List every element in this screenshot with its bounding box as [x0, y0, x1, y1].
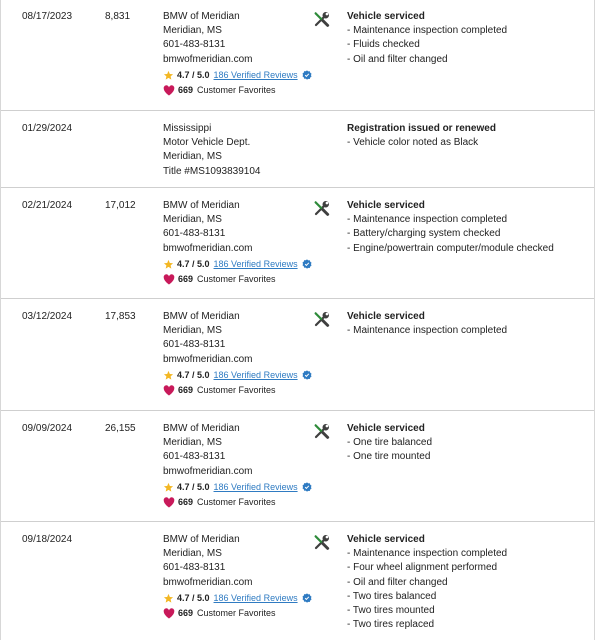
favorites-label: Customer Favorites: [197, 385, 276, 396]
source-website[interactable]: bmwofmeridian.com: [163, 53, 253, 65]
detail-item: - Fluids checked: [347, 39, 420, 51]
customer-favorites: [163, 606, 312, 621]
favorites-count: 669: [178, 274, 194, 285]
verified-badge-icon: [302, 593, 312, 603]
dealer-rating: [163, 480, 312, 495]
source-location: Meridian, MS: [163, 437, 222, 449]
verified-badge-icon: [302, 370, 312, 380]
record-source: [163, 422, 312, 510]
verified-badge-icon: [302, 70, 312, 80]
source-location: Meridian, MS: [163, 151, 222, 163]
record-title: Vehicle serviced: [347, 11, 425, 22]
dealer-rating: [163, 368, 312, 383]
wrench-screwdriver-icon: [313, 10, 331, 28]
source-agency: Motor Vehicle Dept.: [163, 137, 251, 149]
verified-reviews-link[interactable]: 186 Verified Reviews: [213, 482, 298, 493]
favorites-count: 669: [178, 385, 194, 396]
source-website[interactable]: bmwofmeridian.com: [163, 465, 253, 477]
source-phone[interactable]: 601-483-8131: [163, 39, 226, 51]
detail-item: - Two tires replaced: [347, 619, 435, 631]
favorites-label: Customer Favorites: [197, 85, 276, 96]
history-record: [1, 522, 594, 640]
history-record: [1, 411, 594, 522]
source-phone[interactable]: 601-483-8131: [163, 228, 226, 240]
history-record: [1, 111, 594, 188]
record-date: 01/29/2024: [22, 123, 73, 134]
record-date: 02/21/2024: [22, 200, 73, 211]
source-website[interactable]: bmwofmeridian.com: [163, 242, 253, 254]
title-number: Title #MS1093839104: [163, 165, 261, 177]
customer-favorites: [163, 383, 312, 398]
record-mileage: 17,853: [105, 311, 136, 322]
record-details: [347, 122, 496, 150]
favorites-count: 669: [178, 497, 194, 508]
detail-item: - Maintenance inspection completed: [347, 214, 508, 226]
star-icon: [163, 70, 174, 81]
customer-favorites: [163, 495, 312, 510]
heart-icon: [163, 608, 175, 619]
wrench-screwdriver-icon: [313, 422, 331, 440]
record-title: Registration issued or renewed: [347, 123, 496, 134]
wrench-screwdriver-icon: [313, 310, 331, 328]
source-website[interactable]: bmwofmeridian.com: [163, 353, 253, 365]
favorites-count: 669: [178, 608, 194, 619]
wrench-screwdriver-icon: [313, 199, 331, 217]
record-title: Vehicle serviced: [347, 423, 425, 434]
dealer-rating: [163, 591, 312, 606]
record-date: 08/17/2023: [22, 11, 73, 22]
detail-item: - Oil and filter changed: [347, 53, 448, 65]
source-location: Meridian, MS: [163, 25, 222, 37]
detail-item: - Maintenance inspection completed: [347, 25, 508, 37]
record-details: [347, 199, 554, 256]
source-phone[interactable]: 601-483-8131: [163, 339, 226, 351]
verified-reviews-link[interactable]: 186 Verified Reviews: [213, 593, 298, 604]
source-name: BMW of Meridian: [163, 200, 240, 211]
rating-value: 4.7 / 5.0: [177, 70, 210, 81]
record-source: [163, 310, 312, 398]
verified-badge-icon: [302, 482, 312, 492]
heart-icon: [163, 497, 175, 508]
record-details: [347, 310, 507, 338]
verified-reviews-link[interactable]: 186 Verified Reviews: [213, 259, 298, 270]
detail-item: - One tire mounted: [347, 451, 431, 463]
detail-item: - Two tires mounted: [347, 605, 435, 617]
record-date: 09/09/2024: [22, 423, 73, 434]
source-name: BMW of Meridian: [163, 423, 240, 434]
record-details: [347, 10, 507, 67]
record-title: Vehicle serviced: [347, 534, 425, 545]
favorites-label: Customer Favorites: [197, 608, 276, 619]
record-details: [347, 422, 432, 465]
dealer-rating: [163, 68, 312, 83]
rating-value: 4.7 / 5.0: [177, 370, 210, 381]
record-source: [163, 10, 312, 98]
detail-item: - Two tires balanced: [347, 590, 437, 602]
record-source: [163, 199, 312, 287]
verified-reviews-link[interactable]: 186 Verified Reviews: [213, 70, 298, 81]
star-icon: [163, 593, 174, 604]
rating-value: 4.7 / 5.0: [177, 259, 210, 270]
source-location: Meridian, MS: [163, 548, 222, 560]
history-record: [1, 188, 594, 299]
source-name: BMW of Meridian: [163, 311, 240, 322]
rating-value: 4.7 / 5.0: [177, 593, 210, 604]
source-website[interactable]: bmwofmeridian.com: [163, 576, 253, 588]
wrench-screwdriver-icon: [313, 533, 331, 551]
record-details: [347, 533, 507, 632]
source-location: Meridian, MS: [163, 214, 222, 226]
source-phone[interactable]: 601-483-8131: [163, 562, 226, 574]
source-name: Mississippi: [163, 123, 212, 134]
record-title: Vehicle serviced: [347, 311, 425, 322]
history-record: [1, 0, 594, 111]
customer-favorites: [163, 83, 312, 98]
detail-item: - Maintenance inspection completed: [347, 548, 508, 560]
detail-item: - Maintenance inspection completed: [347, 325, 508, 337]
record-source: [163, 122, 260, 179]
favorites-label: Customer Favorites: [197, 497, 276, 508]
detail-item: - Oil and filter changed: [347, 576, 448, 588]
source-name: BMW of Meridian: [163, 534, 240, 545]
detail-item: - One tire balanced: [347, 437, 433, 449]
detail-item: - Battery/charging system checked: [347, 228, 501, 240]
star-icon: [163, 259, 174, 270]
detail-item: - Engine/powertrain computer/module checked: [347, 242, 554, 254]
source-phone[interactable]: 601-483-8131: [163, 451, 226, 463]
detail-item: - Vehicle color noted as Black: [347, 137, 479, 149]
detail-item: - Four wheel alignment performed: [347, 562, 498, 574]
verified-badge-icon: [302, 259, 312, 269]
star-icon: [163, 482, 174, 493]
rating-value: 4.7 / 5.0: [177, 482, 210, 493]
customer-favorites: [163, 272, 312, 287]
record-source: [163, 533, 312, 621]
heart-icon: [163, 274, 175, 285]
source-name: BMW of Meridian: [163, 11, 240, 22]
heart-icon: [163, 85, 175, 96]
record-mileage: 8,831: [105, 11, 131, 22]
favorites-label: Customer Favorites: [197, 274, 276, 285]
star-icon: [163, 370, 174, 381]
verified-reviews-link[interactable]: 186 Verified Reviews: [213, 370, 298, 381]
record-mileage: 26,155: [105, 423, 136, 434]
dealer-rating: [163, 257, 312, 272]
record-mileage: 17,012: [105, 200, 136, 211]
record-date: 09/18/2024: [22, 534, 73, 545]
record-date: 03/12/2024: [22, 311, 73, 322]
favorites-count: 669: [178, 85, 194, 96]
history-record: [1, 299, 594, 411]
heart-icon: [163, 385, 175, 396]
record-title: Vehicle serviced: [347, 200, 425, 211]
source-location: Meridian, MS: [163, 325, 222, 337]
